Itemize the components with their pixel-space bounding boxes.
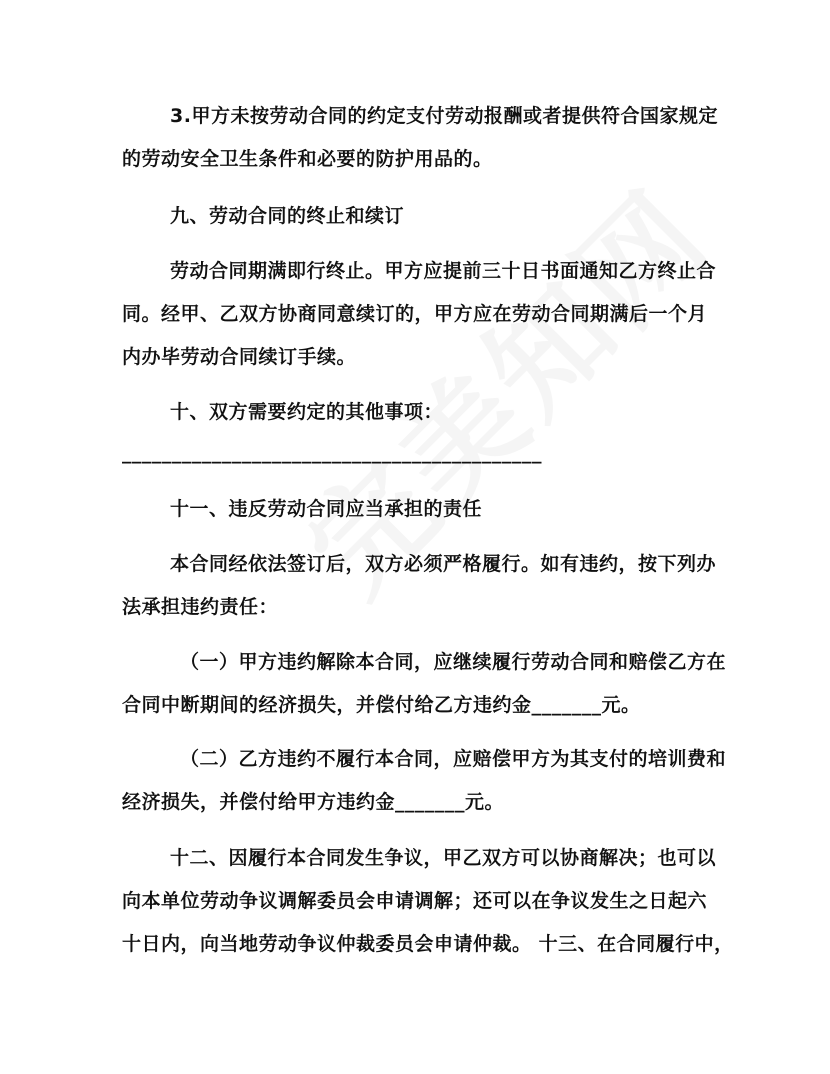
section-9-line-2: 同。经甲、乙双方协商同意续订的，甲方应在劳动合同期满后一个月: [122, 303, 708, 325]
item-2-line-1: （二）乙方违约不履行本合同，应赔偿甲方为其支付的培训费和: [180, 748, 727, 770]
section-10-heading: 十、双方需要约定的其他事项：: [170, 401, 444, 423]
item-1-line-1: （一）甲方违约解除本合同，应继续履行劳动合同和赔偿乙方在: [180, 651, 727, 673]
item-1-line-2: 合同中断期间的经济损失，并偿付给乙方违约金_______元。: [122, 694, 641, 716]
section-12-line-3: 十日内，向当地劳动争议仲裁委员会申请仲裁。 十三、在合同履行中，: [122, 933, 734, 955]
section-9-line-1: 劳动合同期满即行终止。甲方应提前三十日书面通知乙方终止合: [170, 260, 717, 282]
clause-3-line-2: 的劳动安全卫生条件和必要的防护用品的。: [122, 148, 493, 170]
section-9-heading: 九、劳动合同的终止和续订: [170, 205, 405, 227]
section-12-line-2: 向本单位劳动争议调解委员会申请调解；还可以在争议发生之日起六: [122, 890, 708, 912]
section-11-heading: 十一、违反劳动合同应当承担的责任: [170, 498, 483, 520]
section-10-blank-line: __________________________________________: [122, 442, 542, 464]
item-2-line-2: 经济损失，并偿付给甲方违约金_______元。: [122, 791, 505, 813]
section-11-line-2: 法承担违约责任：: [122, 596, 279, 618]
section-11-line-1: 本合同经依法签订后，双方必须严格履行。如有违约，按下列办: [170, 553, 717, 575]
clause-3-line-1: 3.甲方未按劳动合同的约定支付劳动报酬或者提供符合国家规定: [170, 105, 718, 127]
section-9-line-3: 内办毕劳动合同续订手续。: [122, 346, 357, 368]
section-12-line-1: 十二、因履行本合同发生争议，甲乙双方可以协商解决；也可以: [170, 847, 717, 869]
